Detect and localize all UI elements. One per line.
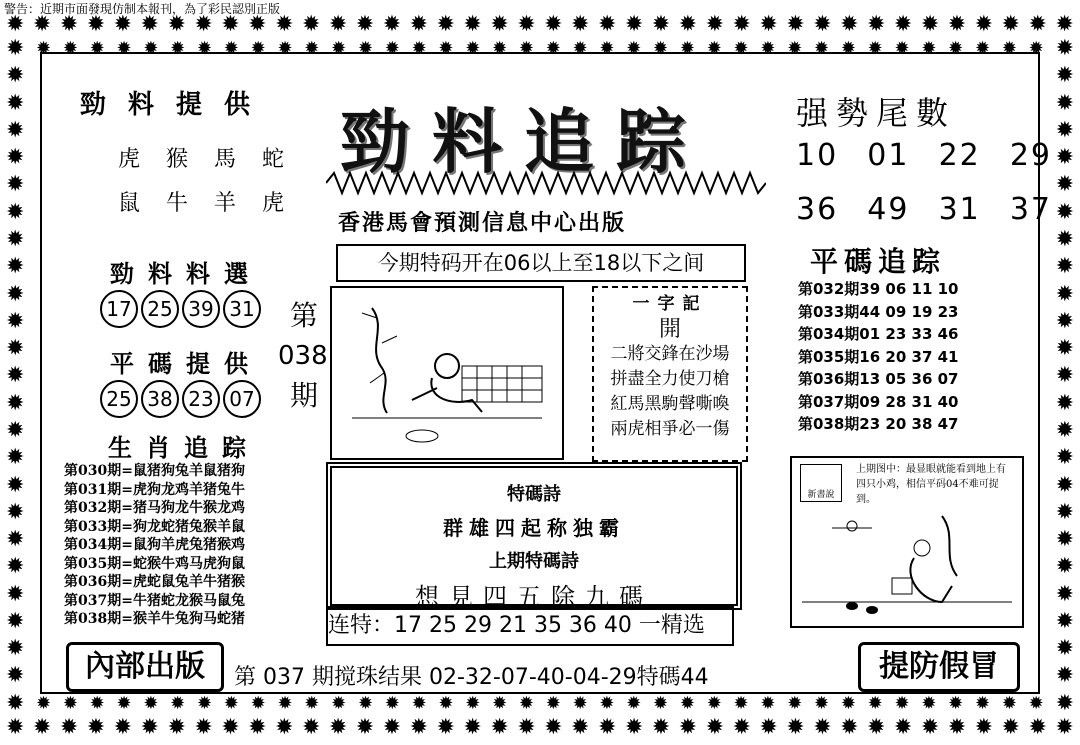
sun-icon: ✹ bbox=[194, 12, 213, 37]
sun-icon: ✹ bbox=[732, 715, 751, 740]
sun-icon: ✹ bbox=[1028, 715, 1047, 740]
poem-title: 一字記 bbox=[632, 294, 708, 314]
sun-icon: ✹ bbox=[571, 12, 590, 37]
pick-number: 39 bbox=[182, 290, 220, 328]
sun-icon: ✹ bbox=[6, 36, 25, 61]
poem-line: 紅馬黑駒聲嘶喚 bbox=[610, 394, 730, 414]
sun-icon: ✹ bbox=[1055, 499, 1074, 525]
zodiac-6: 牛 bbox=[166, 191, 215, 216]
sun-icon: ✹ bbox=[194, 715, 213, 740]
sun-icon: ✹ bbox=[1055, 417, 1074, 443]
sun-icon: ✹ bbox=[6, 499, 25, 525]
sun-icon: ✹ bbox=[275, 12, 294, 37]
track-list-item: 第038期23 20 38 47 bbox=[798, 415, 959, 433]
sun-icon: ✹ bbox=[492, 38, 508, 59]
sun-icon: ✹ bbox=[786, 715, 805, 740]
sun-icon: ✹ bbox=[301, 12, 321, 37]
sun-icon: ✹ bbox=[624, 12, 644, 37]
sun-icon: ✹ bbox=[223, 38, 239, 59]
sun-icon: ✹ bbox=[355, 715, 375, 740]
tail-number: 22 bbox=[938, 138, 981, 173]
sun-icon: ✹ bbox=[6, 581, 25, 607]
special-poem-box bbox=[326, 462, 742, 610]
zodiac-list-item: 第035期=蛇猴牛鸡马虎狗鼠 bbox=[64, 555, 245, 572]
sun-icon: ✹ bbox=[6, 90, 25, 116]
sun-icon: ✹ bbox=[1055, 308, 1074, 334]
sun-icon: ✹ bbox=[6, 663, 25, 689]
poem-line: 二將交鋒在沙場 bbox=[610, 344, 730, 364]
track-list-item: 第034期01 23 33 46 bbox=[798, 325, 959, 343]
sun-icon: ✹ bbox=[678, 715, 698, 740]
sun-icon: ✹ bbox=[143, 693, 159, 714]
sun-icon: ✹ bbox=[1001, 12, 1020, 37]
sun-icon: ✹ bbox=[411, 693, 427, 714]
sun-icon: ✹ bbox=[1028, 693, 1044, 714]
sun-icon: ✹ bbox=[1028, 38, 1044, 59]
sun-icon: ✹ bbox=[624, 715, 644, 740]
zodiac-list-item: 第031期=虎狗龙鸡羊猪兔牛 bbox=[64, 481, 245, 498]
sun-icon: ✹ bbox=[116, 38, 132, 59]
sun-icon: ✹ bbox=[787, 38, 803, 59]
sun-icon: ✹ bbox=[921, 38, 937, 59]
sun-icon: ✹ bbox=[1055, 690, 1074, 716]
sun-icon: ✹ bbox=[572, 38, 588, 59]
sun-icon: ✹ bbox=[1055, 390, 1074, 416]
sun-icon: ✹ bbox=[6, 608, 25, 634]
sun-icon: ✹ bbox=[1055, 12, 1074, 37]
farmer-illustration bbox=[330, 286, 564, 460]
zodiac-3: 馬 bbox=[214, 147, 263, 172]
sun-icon: ✹ bbox=[894, 693, 910, 714]
sun-icon: ✹ bbox=[1055, 581, 1074, 607]
sun-icon: ✹ bbox=[1055, 254, 1074, 280]
sun-icon: ✹ bbox=[597, 12, 617, 37]
sun-icon: ✹ bbox=[867, 38, 883, 59]
sun-icon: ✹ bbox=[678, 12, 698, 37]
issue-number bbox=[278, 296, 328, 416]
sun-icon: ✹ bbox=[1055, 608, 1074, 634]
page-title: 勁料追踪 bbox=[340, 100, 708, 183]
zodiac-list-item: 第036期=虎蛇鼠兔羊牛猪猴 bbox=[64, 574, 245, 590]
sun-icon: ✹ bbox=[706, 38, 722, 59]
sun-icon: ✹ bbox=[759, 715, 778, 740]
sun-icon: ✹ bbox=[571, 715, 590, 740]
sun-icon: ✹ bbox=[867, 12, 886, 37]
tail-heading: 强勢尾數 bbox=[796, 94, 957, 132]
sun-icon: ✹ bbox=[920, 715, 940, 740]
sun-icon: ✹ bbox=[6, 145, 25, 171]
pick-heading: 勁料料選 bbox=[110, 259, 262, 288]
selected-numbers-strip: 连特：17 25 29 21 35 36 40 一精选 bbox=[326, 606, 734, 646]
tail-number: 10 bbox=[796, 138, 839, 173]
zodiac-7: 羊 bbox=[214, 191, 263, 216]
sun-icon: ✹ bbox=[974, 38, 991, 59]
sun-icon: ✹ bbox=[759, 12, 778, 37]
track-list bbox=[798, 278, 958, 436]
sun-icon: ✹ bbox=[974, 12, 994, 37]
sun-icon: ✹ bbox=[760, 38, 776, 59]
sun-icon: ✹ bbox=[1055, 117, 1074, 143]
sun-icon: ✹ bbox=[6, 226, 25, 252]
tail-number: 31 bbox=[938, 192, 981, 227]
sun-icon: ✹ bbox=[814, 693, 830, 714]
poem-word: 開 bbox=[658, 317, 681, 342]
track-list-item: 第033期44 09 19 23 bbox=[798, 302, 959, 321]
sun-icon: ✹ bbox=[599, 38, 615, 59]
sun-icon: ✹ bbox=[814, 38, 830, 59]
draw-result: 第 037 期搅珠结果 02-32-07-40-04-29特碼44 bbox=[234, 665, 709, 690]
sun-icon: ✹ bbox=[948, 693, 964, 714]
sun-icon: ✹ bbox=[196, 693, 213, 714]
sun-icon: ✹ bbox=[653, 693, 669, 714]
sun-icon: ✹ bbox=[113, 12, 133, 37]
sun-icon: ✹ bbox=[140, 715, 159, 740]
tail-number: 49 bbox=[867, 192, 910, 227]
sun-icon: ✹ bbox=[6, 254, 25, 280]
sun-icon: ✹ bbox=[6, 308, 25, 334]
sun-icon: ✹ bbox=[1055, 281, 1074, 307]
sun-icon: ✹ bbox=[679, 693, 695, 714]
sun-icon: ✹ bbox=[1001, 38, 1017, 59]
sun-icon: ✹ bbox=[6, 336, 25, 362]
sun-icon: ✹ bbox=[867, 693, 883, 714]
sun-icon: ✹ bbox=[948, 38, 964, 59]
sun-icon: ✹ bbox=[572, 693, 588, 714]
sun-icon: ✹ bbox=[1055, 172, 1074, 198]
sun-icon: ✹ bbox=[357, 693, 374, 714]
sun-icon: ✹ bbox=[518, 38, 534, 59]
sun-icon: ✹ bbox=[167, 715, 186, 740]
sun-icon: ✹ bbox=[1055, 90, 1074, 116]
flat-number: 38 bbox=[141, 380, 179, 418]
sun-icon: ✹ bbox=[974, 715, 994, 740]
zodiac-5: 鼠 bbox=[118, 191, 167, 216]
sun-icon: ✹ bbox=[597, 715, 617, 740]
sun-icon: ✹ bbox=[62, 38, 78, 59]
poem-line: 兩虎相爭必一傷 bbox=[610, 419, 730, 439]
sun-icon: ✹ bbox=[384, 38, 400, 59]
sun-icon: ✹ bbox=[518, 693, 534, 714]
sun-icon: ✹ bbox=[328, 12, 348, 37]
sun-icon: ✹ bbox=[357, 38, 374, 59]
sun-icon: ✹ bbox=[813, 12, 832, 37]
sun-icon: ✹ bbox=[893, 12, 913, 37]
sun-icon: ✹ bbox=[248, 715, 267, 740]
sun-icon: ✹ bbox=[6, 636, 25, 662]
sun-icon: ✹ bbox=[947, 715, 967, 740]
flat-heading: 平碼提供 bbox=[110, 349, 262, 378]
sun-icon: ✹ bbox=[786, 12, 805, 37]
cartoon-logo bbox=[800, 464, 842, 502]
sun-icon: ✹ bbox=[492, 693, 508, 714]
zodiac-list bbox=[64, 462, 245, 629]
sun-icon: ✹ bbox=[436, 715, 455, 740]
tail-number: 37 bbox=[1009, 192, 1053, 227]
sun-icon: ✹ bbox=[248, 12, 267, 37]
sun-icon: ✹ bbox=[438, 38, 454, 59]
sun-icon: ✹ bbox=[490, 12, 509, 37]
track-list-item: 第036期13 05 36 07 bbox=[798, 370, 959, 388]
cartoon-logo-text: 新書說 bbox=[807, 490, 835, 500]
sun-icon: ✹ bbox=[1001, 715, 1020, 740]
sun-icon: ✹ bbox=[275, 715, 294, 740]
tail-number: 36 bbox=[796, 192, 839, 227]
sun-icon: ✹ bbox=[599, 693, 615, 714]
sun-icon: ✹ bbox=[32, 715, 52, 740]
sun-icon: ✹ bbox=[1055, 715, 1074, 740]
cartoon-caption: 上期图中：最显眼就能看到地上有四只小鸡，相信平码04不难可捉到。 bbox=[856, 464, 1006, 505]
sun-icon: ✹ bbox=[331, 693, 347, 714]
sun-icon: ✹ bbox=[653, 38, 669, 59]
sun-icon: ✹ bbox=[893, 715, 913, 740]
zigzag-divider bbox=[326, 168, 766, 198]
sun-icon: ✹ bbox=[6, 12, 25, 37]
sun-icon: ✹ bbox=[301, 715, 321, 740]
flat-numbers bbox=[100, 380, 264, 418]
sun-icon: ✹ bbox=[544, 715, 563, 740]
sun-icon: ✹ bbox=[651, 715, 671, 740]
sun-icon: ✹ bbox=[328, 715, 348, 740]
sun-icon: ✹ bbox=[250, 693, 266, 714]
sun-icon: ✹ bbox=[59, 12, 79, 37]
zodiac-row-1 bbox=[118, 142, 310, 173]
sun-icon: ✹ bbox=[116, 693, 132, 714]
pick-number: 25 bbox=[141, 290, 179, 328]
sun-icon: ✹ bbox=[304, 693, 320, 714]
sun-border-bottom bbox=[6, 717, 1074, 739]
tail-row-1 bbox=[796, 138, 1052, 173]
sun-icon: ✹ bbox=[86, 715, 106, 740]
sun-icon: ✹ bbox=[143, 38, 159, 59]
sun-icon: ✹ bbox=[1055, 199, 1074, 225]
issue-prefix: 第 bbox=[289, 299, 318, 332]
sun-icon: ✹ bbox=[733, 693, 749, 714]
sun-icon: ✹ bbox=[490, 715, 509, 740]
sun-icon: ✹ bbox=[651, 12, 671, 37]
sun-icon: ✹ bbox=[840, 693, 856, 714]
sun-icon: ✹ bbox=[6, 690, 25, 716]
track-list-item: 第037期09 28 31 40 bbox=[798, 392, 959, 411]
internal-stamp: 內部出版 bbox=[66, 642, 224, 692]
sun-icon: ✹ bbox=[6, 363, 25, 389]
sun-icon: ✹ bbox=[894, 38, 910, 59]
sun-icon: ✹ bbox=[1055, 363, 1074, 389]
sun-icon: ✹ bbox=[465, 38, 481, 59]
zodiac-list-item: 第033期=狗龙蛇猪兔猴羊鼠 bbox=[64, 518, 245, 535]
sun-icon: ✹ bbox=[517, 12, 536, 37]
sun-icon: ✹ bbox=[6, 117, 25, 143]
sun-icon: ✹ bbox=[384, 693, 400, 714]
special-line-1: 群雄四起称独霸 bbox=[443, 516, 625, 540]
pick-number: 17 bbox=[100, 290, 138, 328]
sun-border-top bbox=[6, 14, 1074, 36]
sun-icon: ✹ bbox=[679, 38, 695, 59]
sun-icon: ✹ bbox=[1055, 63, 1074, 89]
flat-number: 25 bbox=[100, 380, 138, 418]
sun-icon: ✹ bbox=[6, 554, 25, 580]
issue-value: 038 bbox=[278, 341, 328, 371]
sun-icon: ✹ bbox=[545, 693, 561, 714]
sun-icon: ✹ bbox=[170, 38, 186, 59]
special-line-2: 想見四五除九碼 bbox=[415, 583, 653, 611]
sun-border-bottom-inner bbox=[36, 693, 1044, 715]
sun-border-left bbox=[6, 38, 24, 715]
sun-icon: ✹ bbox=[36, 38, 52, 59]
sun-icon: ✹ bbox=[760, 693, 776, 714]
sun-icon: ✹ bbox=[6, 281, 25, 307]
sun-icon: ✹ bbox=[840, 715, 859, 740]
sun-icon: ✹ bbox=[170, 693, 186, 714]
sun-icon: ✹ bbox=[1055, 472, 1074, 498]
zodiac-list-item: 第038期=猴羊牛兔狗马蛇猪 bbox=[64, 611, 245, 627]
sun-icon: ✹ bbox=[6, 172, 25, 198]
sun-icon: ✹ bbox=[409, 715, 429, 740]
sun-icon: ✹ bbox=[1055, 336, 1074, 362]
sun-icon: ✹ bbox=[1055, 445, 1074, 471]
sun-icon: ✹ bbox=[6, 417, 25, 443]
sun-icon: ✹ bbox=[463, 715, 482, 740]
sun-icon: ✹ bbox=[463, 12, 482, 37]
sun-icon: ✹ bbox=[223, 693, 239, 714]
sun-icon: ✹ bbox=[867, 715, 886, 740]
sun-icon: ✹ bbox=[1055, 636, 1074, 662]
zodiac-list-item: 第034期=鼠狗羊虎兔猪猴鸡 bbox=[64, 537, 245, 553]
zodiac-1: 虎 bbox=[118, 147, 167, 172]
sun-icon: ✹ bbox=[196, 38, 213, 59]
zodiac-row-2 bbox=[118, 186, 310, 217]
range-box: 今期特码开在06以上至18以下之间 bbox=[336, 244, 746, 282]
sun-icon: ✹ bbox=[86, 12, 106, 37]
sun-icon: ✹ bbox=[705, 12, 724, 37]
issue-suffix: 期 bbox=[289, 379, 318, 412]
cartoon-drawing bbox=[792, 506, 1022, 624]
sun-icon: ✹ bbox=[947, 12, 967, 37]
sun-icon: ✹ bbox=[705, 715, 724, 740]
sun-icon: ✹ bbox=[277, 693, 293, 714]
sun-icon: ✹ bbox=[732, 12, 751, 37]
sun-icon: ✹ bbox=[59, 715, 79, 740]
zodiac-8: 虎 bbox=[262, 191, 311, 216]
pick-number: 31 bbox=[223, 290, 261, 328]
sun-icon: ✹ bbox=[331, 38, 347, 59]
sun-icon: ✹ bbox=[6, 715, 25, 740]
flat-number: 07 bbox=[223, 380, 261, 418]
track-heading: 平碼追踪 bbox=[810, 245, 947, 278]
sun-icon: ✹ bbox=[167, 12, 186, 37]
sun-icon: ✹ bbox=[250, 38, 266, 59]
tail-number: 29 bbox=[1009, 138, 1053, 173]
sun-icon: ✹ bbox=[411, 38, 427, 59]
farmer-drawing bbox=[332, 288, 562, 458]
sun-icon: ✹ bbox=[382, 715, 402, 740]
sun-icon: ✹ bbox=[1055, 527, 1074, 553]
sun-icon: ✹ bbox=[1055, 663, 1074, 689]
sun-icon: ✹ bbox=[1055, 554, 1074, 580]
sun-icon: ✹ bbox=[626, 38, 642, 59]
sun-icon: ✹ bbox=[6, 199, 25, 225]
flat-number: 23 bbox=[182, 380, 220, 418]
sun-icon: ✹ bbox=[1001, 693, 1017, 714]
sun-icon: ✹ bbox=[62, 693, 78, 714]
sun-icon: ✹ bbox=[382, 12, 402, 37]
fake-warning-stamp: 提防假冒 bbox=[858, 642, 1020, 692]
track-list-item: 第035期16 20 37 41 bbox=[798, 347, 959, 366]
sun-icon: ✹ bbox=[544, 12, 563, 37]
sun-icon: ✹ bbox=[840, 12, 859, 37]
sun-icon: ✹ bbox=[89, 38, 105, 59]
zodiac-track-heading: 生肖追踪 bbox=[108, 433, 260, 462]
sun-icon: ✹ bbox=[436, 12, 455, 37]
sun-icon: ✹ bbox=[221, 12, 240, 37]
tail-number: 01 bbox=[867, 138, 910, 173]
brand-heading: 勁料提供 bbox=[80, 90, 273, 120]
sun-icon: ✹ bbox=[277, 38, 293, 59]
sun-icon: ✹ bbox=[1055, 226, 1074, 252]
poem-line: 拼盡全力使刀槍 bbox=[610, 369, 730, 389]
special-head-2: 上期特碼詩 bbox=[489, 551, 579, 572]
warning-text: 警告：近期市面發現仿制本報刊，為了彩民認別正版 bbox=[4, 2, 281, 16]
sun-icon: ✹ bbox=[545, 38, 561, 59]
sun-icon: ✹ bbox=[733, 38, 749, 59]
sun-icon: ✹ bbox=[221, 715, 240, 740]
sun-icon: ✹ bbox=[787, 693, 803, 714]
sun-icon: ✹ bbox=[355, 12, 375, 37]
sun-icon: ✹ bbox=[1055, 145, 1074, 171]
sun-icon: ✹ bbox=[626, 693, 642, 714]
sun-icon: ✹ bbox=[6, 445, 25, 471]
sun-icon: ✹ bbox=[840, 38, 856, 59]
sun-icon: ✹ bbox=[921, 693, 937, 714]
zodiac-list-item: 第032期=猪马狗龙牛猴龙鸡 bbox=[64, 500, 245, 516]
sun-icon: ✹ bbox=[974, 693, 991, 714]
zodiac-4: 蛇 bbox=[262, 147, 311, 172]
tail-row-2 bbox=[796, 192, 1052, 227]
sun-icon: ✹ bbox=[89, 693, 105, 714]
sun-icon: ✹ bbox=[140, 12, 159, 37]
cartoon-panel bbox=[790, 456, 1024, 628]
sun-icon: ✹ bbox=[1028, 12, 1047, 37]
sun-icon: ✹ bbox=[36, 693, 52, 714]
sun-border-right bbox=[1056, 38, 1074, 715]
sun-icon: ✹ bbox=[6, 63, 25, 89]
pick-numbers bbox=[100, 290, 264, 328]
sun-icon: ✹ bbox=[6, 472, 25, 498]
sun-icon: ✹ bbox=[920, 12, 940, 37]
sun-icon: ✹ bbox=[304, 38, 320, 59]
sun-icon: ✹ bbox=[706, 693, 722, 714]
sun-icon: ✹ bbox=[6, 390, 25, 416]
sun-icon: ✹ bbox=[465, 693, 481, 714]
sun-icon: ✹ bbox=[113, 715, 133, 740]
sun-icon: ✹ bbox=[409, 12, 429, 37]
sun-icon: ✹ bbox=[813, 715, 832, 740]
publisher-line: 香港馬會預測信息中心出版 bbox=[338, 210, 627, 236]
special-head-1: 特碼詩 bbox=[507, 484, 561, 505]
sun-icon: ✹ bbox=[1055, 36, 1074, 61]
zodiac-list-item: 第037期=牛猪蛇龙猴马鼠兔 bbox=[64, 592, 245, 609]
sun-icon: ✹ bbox=[32, 12, 52, 37]
zodiac-list-item: 第030期=鼠猪狗兔羊鼠猪狗 bbox=[64, 463, 245, 479]
track-list-item: 第032期39 06 11 10 bbox=[798, 280, 959, 298]
zodiac-2: 猴 bbox=[166, 147, 215, 172]
poem-box bbox=[592, 286, 748, 462]
sun-icon: ✹ bbox=[517, 715, 536, 740]
sun-icon: ✹ bbox=[6, 527, 25, 553]
sun-icon: ✹ bbox=[438, 693, 454, 714]
